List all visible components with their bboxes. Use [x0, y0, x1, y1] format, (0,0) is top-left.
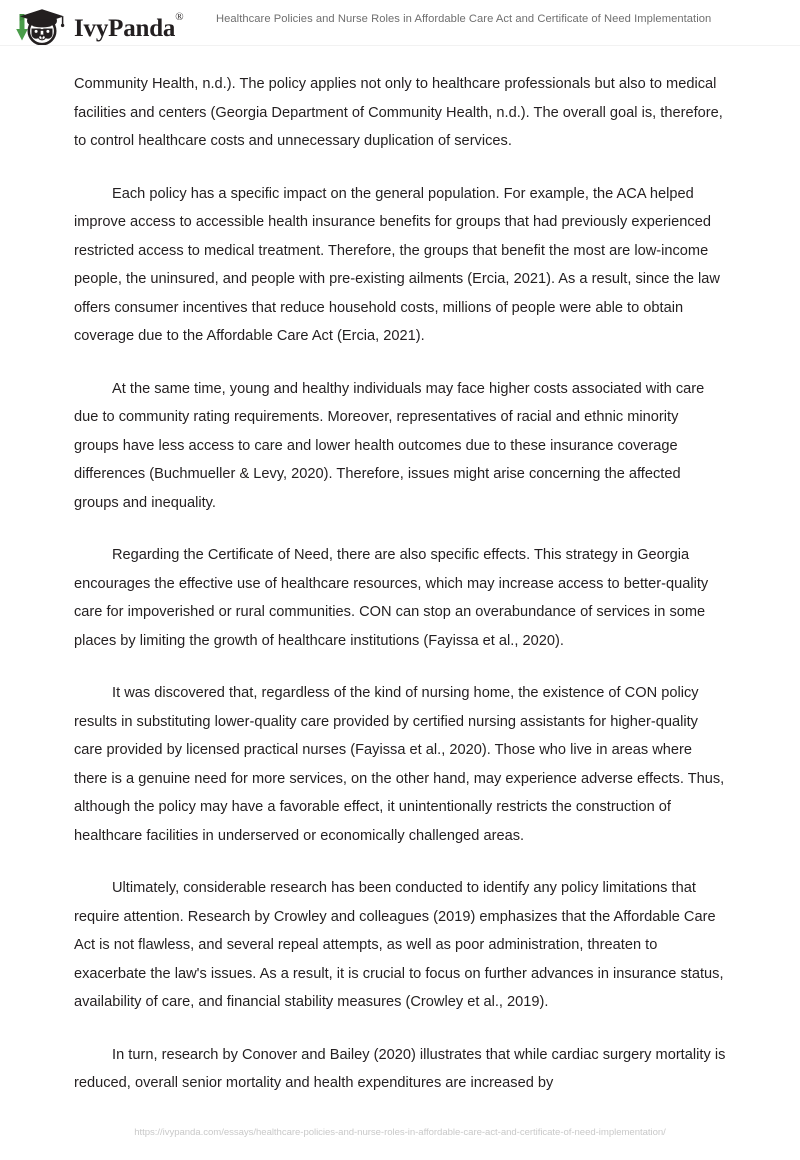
paragraph: Ultimately, considerable research has been conducted to identify any policy limitations that require attention. Research by Crowley and colleagues (2019) emphasizes that the Affordable Care Act is not flawless, and several repeal attempts, as well as poor administration, threaten to exacerbate the law's issues. As a result, it is crucial to focus on further advances in insurance status, availability of care, and financial stability measures (Crowley et al., 2019).	[74, 880, 724, 1010]
panda-graduation-cap-logo	[14, 5, 68, 47]
document-body	[74, 70, 726, 1120]
header-divider	[0, 45, 800, 46]
page-footer	[0, 1100, 800, 1160]
paragraph: At the same time, young and healthy individuals may face higher costs associated with care due to community rating requirements. Moreover, representatives of racial and ethnic minority groups have less access to care and lower health outcomes due to these insurance coverage differences (Buchmueller & Levy, 2020). Therefore, issues might arise concerning the affected groups and inequality.	[74, 380, 705, 511]
registered-mark: ®	[175, 11, 184, 24]
paragraph: Each policy has a specific impact on the general population. For example, the ACA helped improve access to accessible health insurance benefits for groups that had previously experienced restricted access to medical treatment. Therefore, the groups that benefit the most are low-income people, the uninsured, and people with pre-existing ailments (Ercia, 2021). As a result, since the law offers consumer incentives that reduce household costs, millions of people were able to obtain coverage due to the Affordable Care Act (Ercia, 2021).	[74, 185, 720, 344]
paragraph: In turn, research by Conover and Bailey (2020) illustrates that while cardiac surgery mortality is reduced, overall senior mortality and health expenditures are increased by	[74, 1046, 726, 1091]
paragraph: Community Health, n.d.). The policy applies not only to healthcare professionals but also to medical facilities and centers (Georgia Department of Community Health, n.d.). The overall goal is, therefore, to control healthcare costs and unnecessary duplication of services.	[74, 76, 723, 149]
document-title: Healthcare Policies and Nurse Roles in Affordable Care Act and Certificate of Need Implementation	[216, 13, 712, 25]
page-header	[0, 0, 800, 46]
paragraph: Regarding the Certificate of Need, there are also specific effects. This strategy in Georgia encourages the effective use of healthcare resources, which may increase access to better-quality care for impoverished or rural communities. CON can stop an overabundance of services in some places by limiting the growth of healthcare institutions (Fayissa et al., 2020).	[74, 547, 709, 649]
brand-name	[74, 11, 184, 42]
brand-name-text: IvyPanda	[74, 14, 176, 42]
source-url-link[interactable]: https://ivypanda.com/essays/healthcare-policies-and-nurse-roles-in-affordable-care-act-and-certificate-of-need-implementation/	[134, 1127, 666, 1138]
brand-logo[interactable]	[14, 6, 183, 46]
paragraph: It was discovered that, regardless of the kind of nursing home, the existence of CON policy results in substituting lower-quality care provided by certified nursing assistants for higher-quality care provided by licensed practical nurses (Fayissa et al., 2020). Those who live in areas where there is a genuine need for more services, on the other hand, may experience adverse effects. Thus, although the policy may have a favorable effect, it unintentionally restricts the construction of healthcare facilities in underserved or economically challenged areas.	[74, 685, 725, 844]
